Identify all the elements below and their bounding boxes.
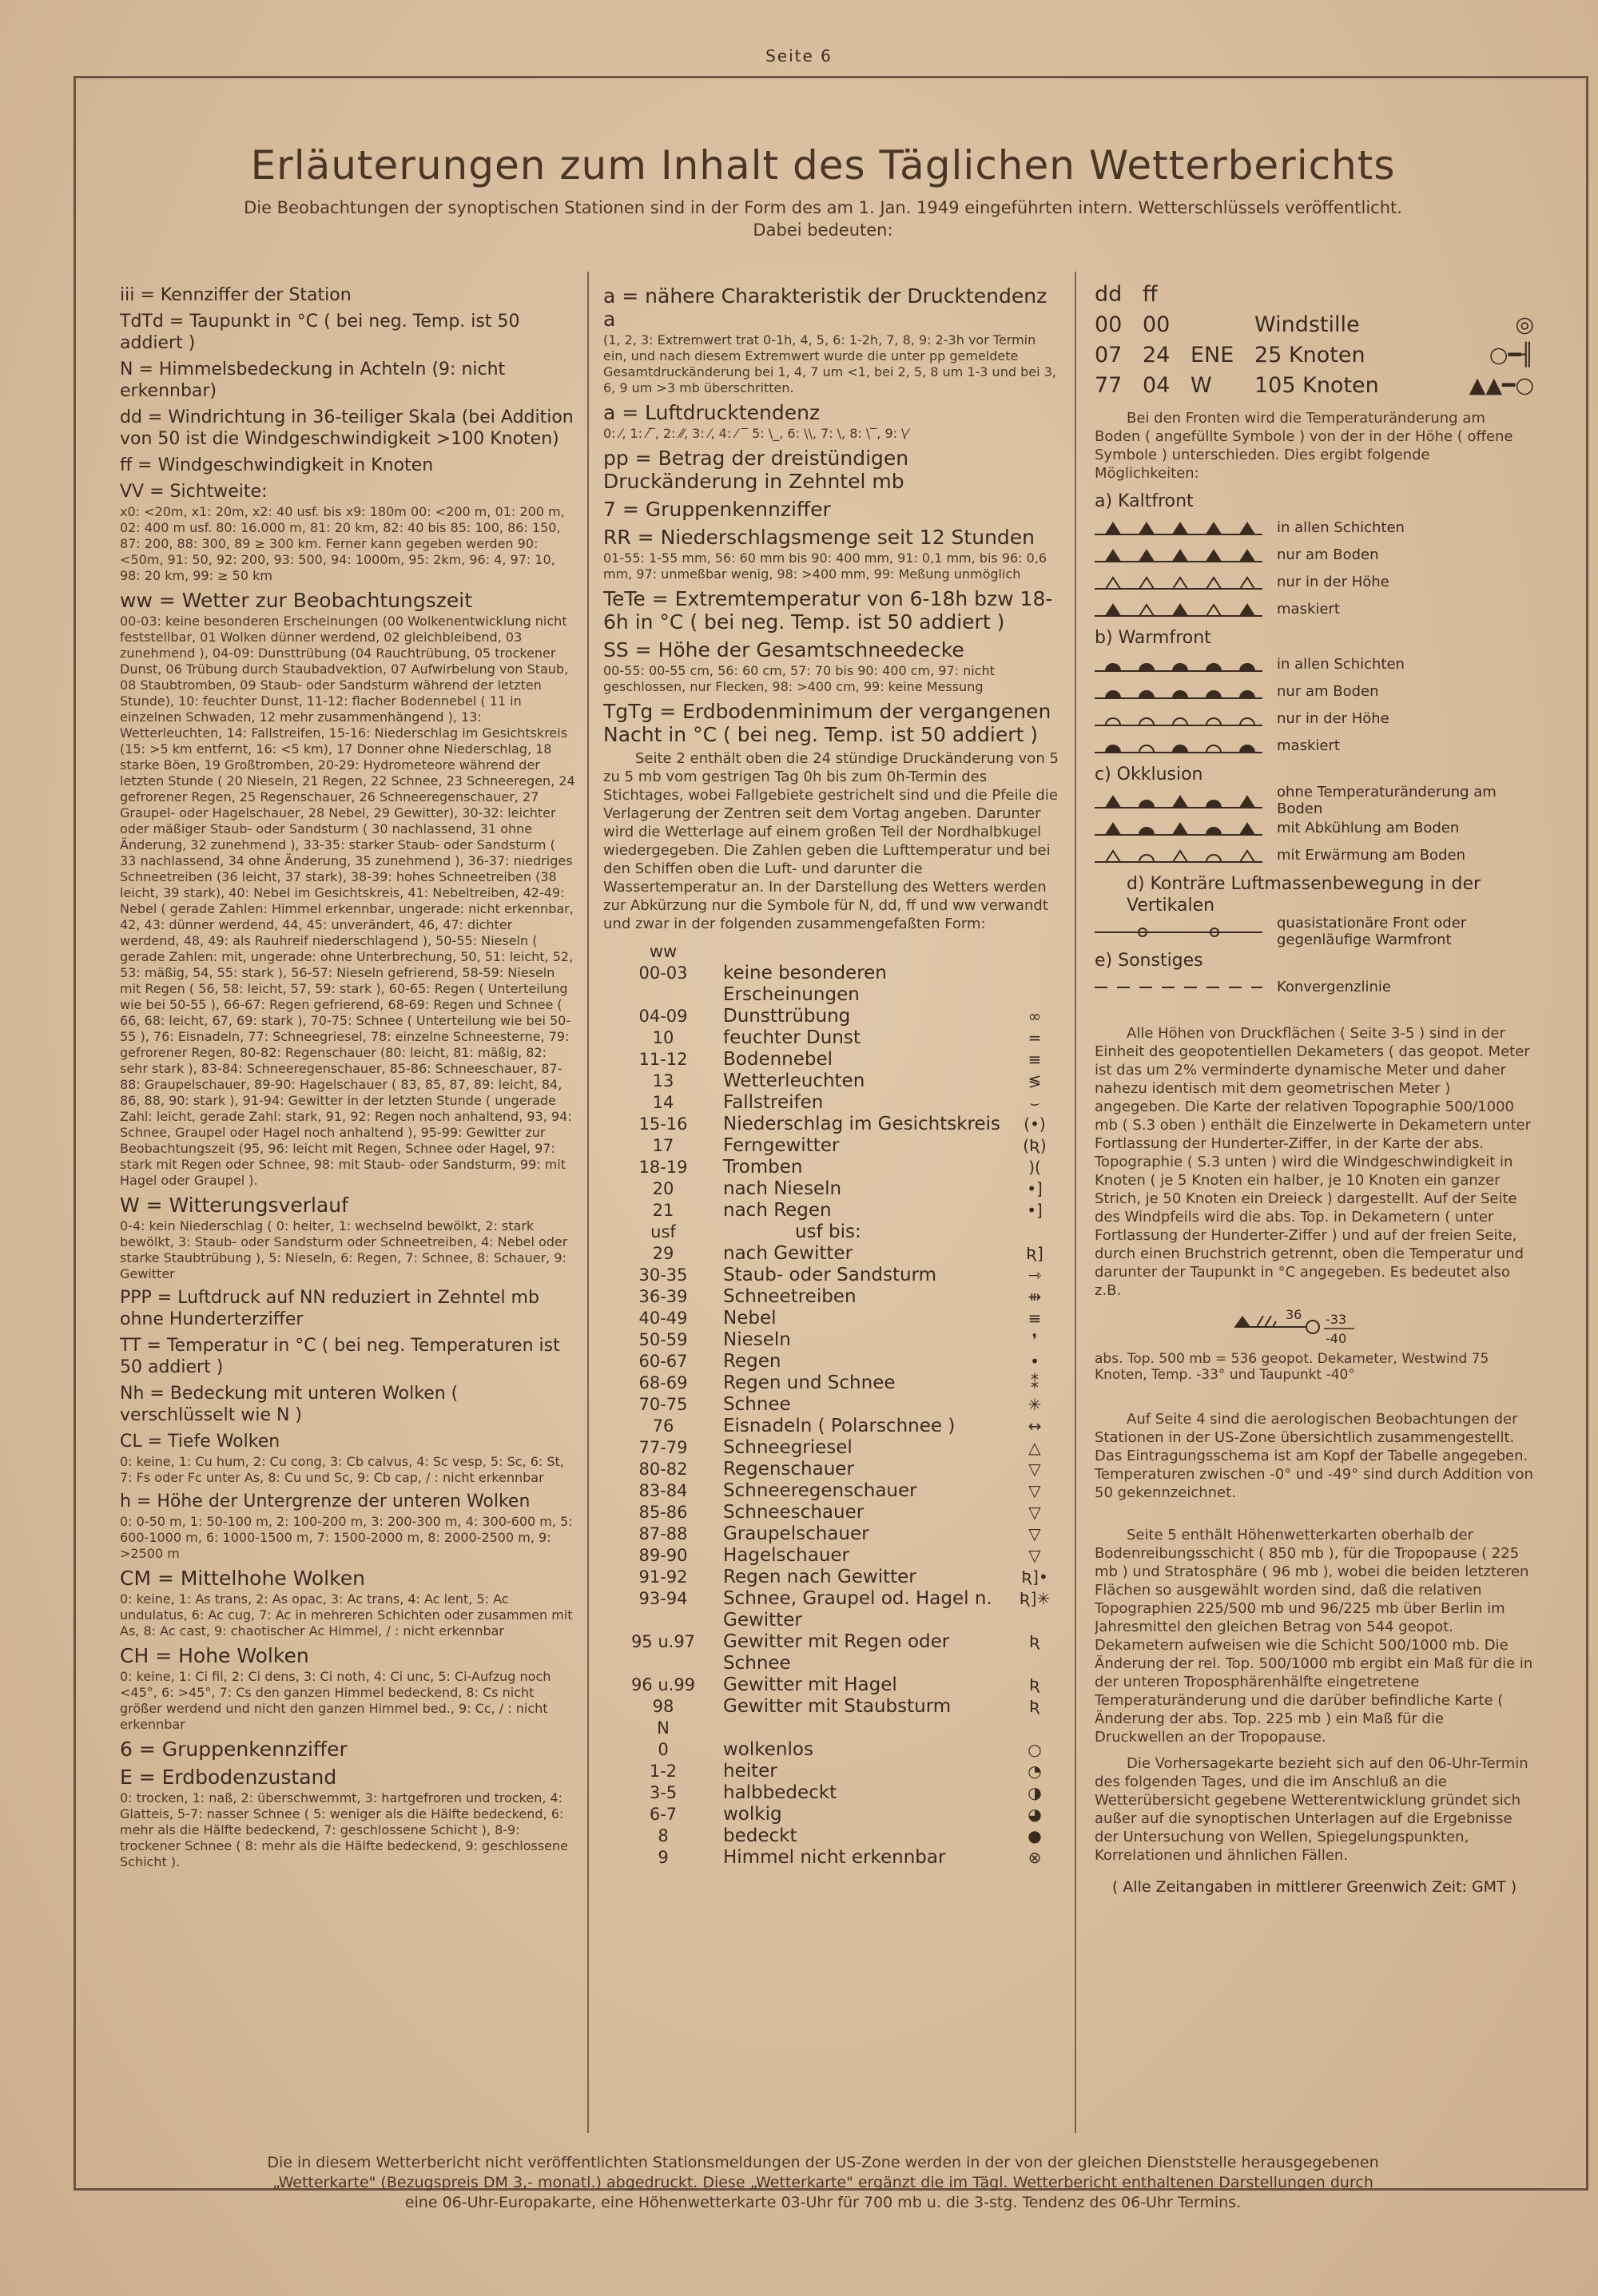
seite2-paragraph: Seite 2 enthält oben die 24 stündige Druckänderung von 5 zu 5 mb vom gestrigen Tag 0h bis zum 0h-Termin des Stichtages, wobei Fallgebiete gestrichelt sind und die Pfeile die Verlagerung der Zentren seit dem Vortag angeben. Darunter wird die Wetterlage auf einem großen Teil der Nordhalbkugel wiedergegeben. Die Zahlen geben die Lufttemperatur und bei den Schiffen oben die Luft- und darunter die Wassertemperatur an. In der Darstellung des Wetters werden zur Abkürzung nur die Symbole für N, dd, ff und ww verwandt und zwar in der folgenden zusammengefaßten Form: <box>603 750 1059 932</box>
front-label: maskiert <box>1277 737 1340 754</box>
warmfront-heading: b) Warmfront <box>1095 628 1211 648</box>
row-label: Ferngewitter <box>723 1135 840 1156</box>
row-code: 77-79 <box>638 1438 688 1457</box>
key-n: N = Himmelsbedeckung in Achteln (9: nicht erkennbar) <box>120 359 506 401</box>
table-row <box>603 1739 1059 1761</box>
key-tete: TeTe = Extremtemperatur von 6-18h bzw 18-6h in °C ( bei neg. Temp. ist 50 addiert ) <box>603 587 1053 634</box>
key-7: 7 = Gruppenkennziffer <box>603 498 831 521</box>
column-divider <box>1075 272 1076 2133</box>
occl-front-icon <box>1095 844 1262 865</box>
key-rr: RR = Niederschlagsmenge seit 12 Stunden <box>603 526 1036 549</box>
weather-symbol-icon: ≶ <box>1028 1071 1042 1090</box>
convergence-line-icon <box>1095 976 1262 997</box>
row-code: 93-94 <box>638 1589 688 1608</box>
table-row <box>603 1372 1059 1394</box>
table-row <box>603 1221 1059 1243</box>
wind-ff: 24 <box>1143 343 1171 367</box>
warmfront-list <box>1095 650 1534 759</box>
row-code: 50-59 <box>638 1330 688 1349</box>
front-row <box>1095 841 1534 868</box>
front-row <box>1095 595 1534 622</box>
subtitle-line: Dabei bedeuten: <box>753 220 893 240</box>
cold-front-icon <box>1095 544 1262 565</box>
ss-description: 00-55: 00-55 cm, 56: 60 cm, 57: 70 bis 90: 400 cm, 97: nicht geschlossen, nur Flecken, 98: >400 cm, 99: keine Messung <box>603 663 995 694</box>
row-label: Dunsttrübung <box>723 1006 851 1027</box>
row-code: 60-67 <box>638 1352 688 1371</box>
front-label: mit Abkühlung am Boden <box>1277 819 1460 836</box>
key-iii: iii = Kennziffer der Station <box>120 285 352 305</box>
wind-dir: ENE <box>1191 343 1234 367</box>
row-code: 18-19 <box>638 1158 688 1177</box>
kaltfront-list <box>1095 514 1534 622</box>
kaltfront-heading: a) Kaltfront <box>1095 491 1194 511</box>
table-row <box>603 1286 1059 1308</box>
table-row <box>603 1502 1059 1523</box>
warm-front-icon <box>1095 735 1262 756</box>
front-label: in allen Schichten <box>1277 518 1405 536</box>
front-label: nur in der Höhe <box>1277 709 1389 727</box>
key-cm: CM = Mittelhohe Wolken <box>120 1567 365 1590</box>
row-label: Regen nach Gewitter <box>723 1567 916 1587</box>
front-row <box>1095 814 1534 841</box>
front-label: in allen Schichten <box>1277 655 1405 673</box>
table-row <box>603 1847 1059 1869</box>
key-pp: pp = Betrag der dreistündigen Druckänderung in Zehntel mb <box>603 447 909 493</box>
row-label: Bodennebel <box>723 1049 833 1070</box>
footer-note: Die in diesem Wetterbericht nicht veröffentlichten Stationsmeldungen der US-Zone werden in der von der gleichen Dienststelle herausgegebenen „Wetterkarte" (Bezugspreis DM 3,- monatl.) abgedruckt. Diese „Wetterkarte" ergänzt die im Tägl. Wetterbericht enthaltenen Darstellungen durch eine 06-Uhr-Europakarte, eine Höhenwetterkarte 03-Uhr für 700 mb u. die 3-stg. Tendenz des 06-Uhr Termins. <box>267 2154 1379 2211</box>
dd-header: dd <box>1095 282 1123 307</box>
table-row <box>603 1437 1059 1459</box>
station-model-example <box>1095 1308 1534 1346</box>
table-row <box>603 1804 1059 1825</box>
column-3 <box>1095 280 1534 2165</box>
row-label: Himmel nicht erkennbar <box>723 1847 946 1868</box>
row-label: nach Nieseln <box>723 1178 842 1199</box>
occl-front-icon <box>1095 790 1262 811</box>
row-label: Schnee, Graupel od. Hagel n. Gewitter <box>723 1588 992 1631</box>
row-label: nach Regen <box>723 1200 832 1221</box>
wind-ff: 00 <box>1143 312 1171 337</box>
row-code: 76 <box>652 1416 674 1436</box>
weather-symbol-icon: • <box>1030 1352 1039 1371</box>
row-label: Fallstreifen <box>723 1092 824 1113</box>
row-code: 9 <box>658 1848 669 1867</box>
wind-dir <box>1191 310 1254 340</box>
weather-symbol-icon: ∞ <box>1028 1007 1042 1026</box>
row-label: wolkenlos <box>723 1739 813 1760</box>
weather-symbol-icon: ❜ <box>1032 1330 1038 1349</box>
row-code: 21 <box>652 1201 674 1220</box>
row-code: 00-03 <box>638 963 688 983</box>
subtitle-line: Die Beobachtungen der synoptischen Stationen sind in der Form des am 1. Jan. 1949 eingeführten intern. Wetterschlüssels veröffentlicht. <box>244 198 1402 217</box>
table-row <box>603 1351 1059 1372</box>
cold-front-icon <box>1095 598 1262 619</box>
table-row <box>603 1049 1059 1071</box>
front-row <box>1095 568 1534 595</box>
row-code: 1-2 <box>649 1762 678 1781</box>
table-row <box>603 1135 1059 1157</box>
front-row <box>1095 677 1534 705</box>
ww-header: ww <box>649 942 678 961</box>
column-divider <box>587 272 589 2133</box>
table-row <box>603 1092 1059 1114</box>
row-code: 36-39 <box>638 1287 688 1306</box>
key-6: 6 = Gruppenkennziffer <box>120 1738 348 1761</box>
row-label: heiter <box>723 1761 777 1782</box>
table-row <box>603 1674 1059 1696</box>
weather-symbol-icon: Ʀ]✳ <box>1019 1589 1051 1608</box>
row-code: 96 u.99 <box>630 1675 696 1694</box>
rr-description: 01-55: 1-55 mm, 56: 60 mm bis 90: 400 mm, 91: 0,1 mm, bis 96: 0,6 mm, 97: unmeßbar wenig, 98: >400 mm, 99: Meßung unmöglich <box>603 550 1047 582</box>
front-row <box>1095 973 1534 1000</box>
row-code: 98 <box>652 1697 674 1716</box>
wind-dd: 77 <box>1095 373 1123 398</box>
kontraer-heading: d) Konträre Luftmassenbewegung in der Vertikalen <box>1127 874 1481 916</box>
key-tdtd: TdTd = Taupunkt in °C ( bei neg. Temp. ist 50 addiert ) <box>120 312 520 353</box>
row-code: 13 <box>652 1071 674 1090</box>
weather-symbol-icon: ▽ <box>1028 1546 1041 1565</box>
row-label: Schneeregenschauer <box>723 1480 917 1501</box>
front-row <box>1095 705 1534 732</box>
row-label: Gewitter mit Regen oder Schnee <box>723 1631 950 1674</box>
konvergenz-label: Konvergenzlinie <box>1277 978 1391 995</box>
key-ww: ww = Wetter zur Beobachtungszeit <box>120 589 473 612</box>
wind-ff: 04 <box>1143 373 1171 398</box>
row-code: 17 <box>652 1136 674 1155</box>
row-code: 10 <box>652 1028 674 1047</box>
seite5-paragraph: Seite 5 enthält Höhenwetterkarten oberhalb der Bodenreibungsschicht ( 850 mb ), für die Tropopause ( 225 mb ) und Stratosphäre ( 96 mb ), wobei die beiden letzteren Flächen so ausgewählt worden sind, daß die relativen Topographien 225/500 mb und 96/225 mb über Berlin im Jahresmittel den gleichen Betrag von 544 geopot. Dekametern aufweisen wie die Schicht 500/1000 mb. Die Änderung der rel. Top. 500/1000 mb ergibt ein Maß für die in der unteren Troposphärenhälfte eingetretene Temperaturänderung und die darüber befindliche Karte ( Änderung der abs. Top. 225 mb ) ein Maß für die Druckwellen an der Tropopause. <box>1095 1527 1533 1746</box>
seite4-paragraph: Auf Seite 4 sind die aerologischen Beobachtungen der Stationen in der US-Zone übersichtlich zusammengestellt. Das Eintragungsschema ist am Kopf der Tabelle angegeben. Temperaturen zwischen -0° und -49° sind durch Addition von 50 gekennzeichnet. <box>1095 1411 1533 1501</box>
weather-symbol-icon: •] <box>1027 1201 1043 1220</box>
weather-symbol-icon: )( <box>1028 1158 1041 1177</box>
ff-header: ff <box>1143 282 1158 307</box>
h-description: 0: 0-50 m, 1: 50-100 m, 2: 100-200 m, 3: 200-300 m, 4: 300-600 m, 5: 600-1000 m, 6: 1000-1500 m, 7: 1500-2000 m, 8: 2000-2500 m, 9: >2500 m <box>120 1514 573 1561</box>
row-label: Eisnadeln ( Polarschnee ) <box>723 1416 956 1436</box>
row-label: halbbedeckt <box>723 1782 837 1803</box>
table-row <box>603 1006 1059 1027</box>
table-row <box>603 1782 1059 1804</box>
front-label: maskiert <box>1277 600 1340 618</box>
wind-dd: 00 <box>1095 312 1123 337</box>
wind-dir: W <box>1191 373 1212 398</box>
a-tendency-description: 0: ⁄, 1: ⁄‾, 2: ⁄⁄, 3: ⁄, 4: ⁄ ‾ 5: \_, 6: \\, 7: \, 8: \‾, 9: \⁄ <box>603 426 908 441</box>
weather-symbol-icon: ⇻ <box>1028 1287 1042 1306</box>
row-label: Regenschauer <box>723 1459 854 1480</box>
example-top-value: 36 <box>1286 1308 1302 1322</box>
key-ff: ff = Windgeschwindigkeit in Knoten <box>120 455 434 475</box>
front-row <box>1095 784 1534 817</box>
row-code: 70-75 <box>638 1395 688 1414</box>
row-code: 95 u.97 <box>630 1632 696 1651</box>
weather-symbol-icon: = <box>1028 1028 1042 1047</box>
wind-label: Windstille <box>1254 312 1360 337</box>
sonstiges-heading: e) Sonstiges <box>1095 951 1203 971</box>
row-label: Schneegriesel <box>723 1437 853 1458</box>
table-row <box>603 1329 1059 1351</box>
front-label: ohne Temperaturänderung am Boden <box>1277 784 1497 817</box>
row-code: 20 <box>652 1179 674 1198</box>
station-model-icon <box>1218 1308 1410 1346</box>
ch-description: 0: keine, 1: Ci fil, 2: Ci dens, 3: Ci noth, 4: Ci unc, 5: Ci-Aufzug noch <45°, 6: >45°, 7: Cs den ganzen Himmel bedeckend, 8: Cs nicht größer werdend und nicht den ganzen Himmel bed., 9: Cc, / : nicht erkennbar <box>120 1669 551 1732</box>
okklusion-heading: c) Okklusion <box>1095 765 1203 785</box>
wind-label: 25 Knoten <box>1254 343 1365 367</box>
row-code: 11-12 <box>638 1050 688 1069</box>
table-row <box>603 1480 1059 1502</box>
ww-symbol-table <box>603 941 1059 1869</box>
row-label: bedeckt <box>723 1825 797 1846</box>
table-row <box>603 1394 1059 1416</box>
table-row <box>603 1761 1059 1782</box>
key-tgtg: TgTg = Erdbodenminimum der vergangenen Nacht in °C ( bei neg. Temp. ist 50 addiert ) <box>603 700 1051 746</box>
table-row <box>603 941 1059 963</box>
row-code: 40-49 <box>638 1309 688 1328</box>
warm-front-icon <box>1095 681 1262 701</box>
weather-symbol-icon: ✳ <box>1028 1395 1042 1414</box>
vv-description: x0: <20m, x1: 20m, x2: 40 usf. bis x9: 180m 00: <200 m, 01: 200 m, 02: 400 m usf. 80: 16.000 m, 81: 20 km, 82: 40 bis 85: 100, 86: 150, 87: 200, 88: 300, 89 ≥ 300 km. Ferner kann gegeben werden 90: <50m, 91: 50, 92: 200, 93: 500, 94: 1000m, 95: 2km, 96: 4, 97: 10, 98: 20 km, 99: ≥ 50 km <box>120 504 565 583</box>
key-cl: CL = Tiefe Wolken <box>120 1432 280 1452</box>
front-label: nur am Boden <box>1277 546 1379 563</box>
row-label: Staub- oder Sandsturm <box>723 1265 936 1285</box>
wind-example-table <box>1095 280 1534 401</box>
table-row <box>603 1825 1059 1847</box>
key-dd: dd = Windrichtung in 36-teiliger Skala (bei Addition von 50 ist die Windgeschwindigkeit >100 Knoten) <box>120 407 574 449</box>
occl-front-icon <box>1095 817 1262 838</box>
table-row <box>603 1567 1059 1588</box>
e-description: 0: trocken, 1: naß, 2: überschwemmt, 3: hartgefroren und trocken, 4: Glatteis, 5-7: nasser Schnee ( 5: weniger als die Hälfte bedeckend, 6: mehr als die Hälfte bedeckend, 7: geschlossene Schicht ), 8-9: trockener Schnee ( 8: mehr als die Hälfte bedeckend, 9: geschlossene Schicht ). <box>120 1790 569 1869</box>
weather-symbol-icon: ▽ <box>1028 1481 1041 1500</box>
row-label: Schnee <box>723 1394 791 1415</box>
key-h: h = Höhe der Untergrenze der unteren Wolken <box>120 1492 531 1511</box>
weather-symbol-icon: Ʀ]• <box>1021 1567 1048 1587</box>
fronten-paragraph: Bei den Fronten wird die Temperaturänderung am Boden ( angefüllte Symbole ) von der in der Höhe ( offene Symbole ) unterschieden. Dies ergibt folgende Möglichkeiten: <box>1095 410 1513 482</box>
key-ch: CH = Hohe Wolken <box>120 1644 309 1667</box>
front-row <box>1095 915 1534 948</box>
row-label: Graupelschauer <box>723 1523 869 1544</box>
row-code: 15-16 <box>638 1114 688 1134</box>
quasistationary-front-icon <box>1095 921 1262 942</box>
weather-symbol-icon: ▽ <box>1028 1503 1041 1522</box>
cm-description: 0: keine, 1: As trans, 2: As opac, 3: Ac trans, 4: Ac lent, 5: Ac undulatus, 6: Ac cug, 7: Ac in mehreren Schichten oder zusammen mit As, 8: Ac cast, 9: chaotischer Ac Himmel, / : nicht erkennbar <box>120 1591 573 1639</box>
table-row <box>603 1631 1059 1674</box>
row-code: 87-88 <box>638 1524 688 1543</box>
weather-symbol-icon <box>1011 963 1059 1006</box>
cold-front-icon <box>1095 517 1262 538</box>
table-row <box>603 1416 1059 1437</box>
key-e: E = Erdbodenzustand <box>120 1766 337 1789</box>
table-row <box>603 1718 1059 1739</box>
warm-front-icon <box>1095 708 1262 729</box>
a-char-description: (1, 2, 3: Extremwert trat 0-1h, 4, 5, 6: 1-2h, 7, 8, 9: 2-3h vor Termin ein, und nach diesem Extremwert wurde die unter pp gemeldete Gesamtdruckänderung bei 1, 4, 7 um <1, bei 2, 5, 8 um 1-3 und bei 3, 6, 9 um >3 mb überschritten. <box>603 332 1056 395</box>
table-row <box>603 1027 1059 1049</box>
example-caption: abs. Top. 500 mb = 536 geopot. Dekameter, Westwind 75 Knoten, Temp. -33° und Taupunkt -40° <box>1095 1351 1489 1383</box>
example-dewpoint: -40 <box>1326 1331 1347 1346</box>
weather-symbol-icon: ⁑ <box>1031 1373 1039 1392</box>
key-a-tendency: a = Luftdrucktendenz <box>603 401 821 424</box>
example-temp: -33 <box>1326 1312 1347 1327</box>
table-row <box>603 1459 1059 1480</box>
okklusion-list <box>1095 784 1534 868</box>
w-description: 0-4: kein Niederschlag ( 0: heiter, 1: wechselnd bewölkt, 2: stark bewölkt, 3: Staub- oder Sandsturm oder Schneetreiben, 4: Nebel oder starke Staubtrübung ), 5: Nieseln, 6: Regen, 7: Schnee, 8: Schauer, 9: Gewitter <box>120 1218 568 1281</box>
row-code: 0 <box>658 1740 669 1759</box>
usf-left: usf <box>650 1222 676 1241</box>
n-header: N <box>657 1718 670 1738</box>
row-code: 83-84 <box>638 1481 688 1500</box>
usf-mid: usf bis: <box>795 1221 861 1242</box>
front-label: mit Erwärmung am Boden <box>1277 846 1465 864</box>
time-note: ( Alle Zeitangaben in mittlerer Greenwich Zeit: GMT ) <box>1111 1878 1517 1896</box>
row-label: Gewitter mit Hagel <box>723 1674 897 1695</box>
table-row <box>603 1588 1059 1631</box>
weather-symbol-icon: Ʀ <box>1029 1632 1040 1651</box>
key-vv: VV = Sichtweite: <box>120 482 268 502</box>
vorhersage-paragraph: Die Vorhersagekarte bezieht sich auf den 06-Uhr-Termin des folgenden Tages, und die im Anschluß an die Wetterübersicht gegebene Wetterentwicklung gründet sich außer auf die synoptischen Unterlagen auf die Ergebnisse der Untersuchung von Wellen, Spiegelungspunkten, Korrelationen und ähnlichen Fällen. <box>1095 1755 1528 1864</box>
row-code: 89-90 <box>638 1546 688 1565</box>
row-code: 30-35 <box>638 1265 688 1285</box>
weather-symbol-icon: ● <box>1028 1826 1042 1845</box>
weather-symbol-icon: Ʀ <box>1029 1675 1040 1694</box>
weather-symbol-icon: ○ <box>1028 1740 1042 1759</box>
weather-symbol-icon: ⌣ <box>1029 1093 1040 1112</box>
wind-label: 105 Knoten <box>1254 373 1379 398</box>
row-label: feuchter Dunst <box>723 1027 861 1048</box>
row-label: Regen <box>723 1351 781 1372</box>
row-code: 91-92 <box>638 1567 688 1587</box>
row-code: 3-5 <box>649 1783 678 1802</box>
row-label: keine besonderen Erscheinungen <box>723 963 887 1005</box>
table-row <box>603 1523 1059 1545</box>
front-row <box>1095 732 1534 759</box>
cl-description: 0: keine, 1: Cu hum, 2: Cu cong, 3: Cb calvus, 4: Sc vesp, 5: Sc, 6: St, 7: Fs oder Fc unter As, 8: Cu und Sc, 9: Cb cap, / : nicht erkennbar <box>120 1454 564 1485</box>
row-label: wolkig <box>723 1804 782 1825</box>
row-label: Nieseln <box>723 1329 791 1350</box>
table-row <box>603 1157 1059 1178</box>
row-code: 14 <box>652 1093 674 1112</box>
weather-symbol-icon: ⇾ <box>1028 1265 1042 1285</box>
row-label: Tromben <box>723 1157 803 1178</box>
weather-symbol-icon: ↔ <box>1028 1416 1042 1436</box>
row-code: 29 <box>652 1244 674 1263</box>
table-row <box>603 1696 1059 1718</box>
weather-symbol-icon: △ <box>1028 1438 1041 1457</box>
page-title: Erläuterungen zum Inhalt des Täglichen Wetterberichts <box>250 142 1396 189</box>
table-row <box>603 1178 1059 1200</box>
row-label: Niederschlag im Gesichtskreis <box>723 1114 1001 1134</box>
weather-symbol-icon: Ʀ <box>1029 1697 1040 1716</box>
row-code: 6-7 <box>649 1805 678 1824</box>
table-row <box>603 1114 1059 1135</box>
table-row <box>603 1200 1059 1221</box>
row-label: Regen und Schnee <box>723 1372 896 1393</box>
subtitle <box>112 197 1534 241</box>
key-w: W = Witterungsverlauf <box>120 1194 348 1217</box>
row-label: Gewitter mit Staubsturm <box>723 1696 952 1717</box>
row-label: Wetterleuchten <box>723 1071 865 1091</box>
weather-symbol-icon: ▽ <box>1028 1460 1041 1479</box>
table-row <box>603 1243 1059 1265</box>
table-row <box>603 1071 1059 1092</box>
hoehen-paragraph: Alle Höhen von Druckflächen ( Seite 3-5 ) sind in der Einheit des geopotentiellen Dekameters ( das geopot. Meter ist das um 2% verminderte dynamische Meter und daher nahezu identisch mit dem geometrischen Meter ) angegeben. Die Karte der relativen Topographie 500/1000 mb ( S.3 oben ) enthält die Einzelwerte in Dekametern unter Fortlassung der Hunderter-Ziffer, in der Karte der abs. Topographie ( S.3 unten ) wird die Windgeschwindigkeit in Knoten ( je 5 Knoten ein halber, je 10 Knoten ein ganzer Strich, je 50 Knoten ein Dreieck ) dargestellt. Auf der Seite des Windpfeils wird die abs. Top. in Dekametern ( unter Fortlassung der Hunderter-Ziffer ) und auf der freien Seite, durch einen Bruchstrich getrennt, oben die Temperatur und darunter der Taupunkt in °C angegeben. Es bedeutet also z.B. <box>1095 1025 1531 1299</box>
row-code: 85-86 <box>638 1503 688 1522</box>
front-row <box>1095 650 1534 677</box>
weather-symbol-icon: ≡ <box>1028 1309 1042 1328</box>
quasi-label: quasistationäre Front oder gegenläufige Warmfront <box>1277 915 1467 948</box>
row-label: Nebel <box>723 1308 777 1329</box>
weather-symbol-icon: ⊗ <box>1028 1848 1042 1867</box>
row-label: Schneetreiben <box>723 1286 857 1307</box>
weather-symbol-icon: Ʀ] <box>1026 1244 1043 1263</box>
table-row <box>603 1308 1059 1329</box>
warm-front-icon <box>1095 653 1262 674</box>
row-label: Hagelschauer <box>723 1545 850 1566</box>
key-a-char: a = nähere Charakteristik der Drucktendenz a <box>603 284 1047 331</box>
column-2 <box>603 280 1059 2165</box>
key-tt: TT = Temperatur in °C ( bei neg. Temperaturen ist 50 addiert ) <box>120 1336 560 1377</box>
front-label: nur in der Höhe <box>1277 573 1389 590</box>
weather-symbol-icon: ◑ <box>1028 1783 1042 1802</box>
weather-symbol-icon: ▽ <box>1028 1524 1041 1543</box>
table-row <box>603 1265 1059 1286</box>
wind-symbol-icon: ◎ <box>1515 312 1534 337</box>
row-code: 68-69 <box>638 1373 688 1392</box>
wind-symbol-icon: ○━╢ <box>1489 343 1534 367</box>
weather-symbol-icon: (•) <box>1024 1114 1046 1134</box>
table-row <box>603 963 1059 1006</box>
weather-symbol-icon: ≡ <box>1028 1050 1042 1069</box>
row-code: 8 <box>658 1826 669 1845</box>
key-ss: SS = Höhe der Gesamtschneedecke <box>603 638 964 661</box>
page-number: Seite 6 <box>765 46 833 66</box>
key-ppp: PPP = Luftdruck auf NN reduziert in Zehntel mb ohne Hunderterziffer <box>120 1288 539 1329</box>
cold-front-icon <box>1095 571 1262 592</box>
table-row <box>603 1545 1059 1567</box>
weather-symbol-icon: •] <box>1027 1179 1043 1198</box>
weather-symbol-icon: ◕ <box>1028 1805 1042 1824</box>
row-code: 80-82 <box>638 1460 688 1479</box>
key-nh: Nh = Bedeckung mit unteren Wolken ( verschlüsselt wie N ) <box>120 1384 459 1425</box>
row-label: Schneeschauer <box>723 1502 865 1523</box>
front-row <box>1095 514 1534 541</box>
wind-dd: 07 <box>1095 343 1123 367</box>
ww-description: 00-03: keine besonderen Erscheinungen (00 Wolkenentwicklung nicht feststellbar, 01 Wolken dünner werdend, 02 gleichbleibend, 03 zunehmend ), 04-09: Dunsttrübung (04 Rauchtrübung, 05 trockener Dunst, 06 Trübung durch Staubadvektion, 07 Aufwirbelung von Staub, 08 Staubtromben, 09 Staub- oder Sandsturm während der letzten Stunde), 10: feuchter Dunst, 11-12: flacher Bodennebel ( 11 in einzelnen Schwaden, 12 mehr zusammenhängend ), 13: Wetterleuchten, 14: Fallstreifen, 15-16: Niederschlag im Gesichtskreis (15: >5 km entfernt, 16: <5 km), 17 Donner ohne Niederschlag, 18 starke Böen, 19 Großtromben, 20-29: Hydrometeore während der letzten Stunde ( 20 Nieseln, 21 Regen, 22 Schnee, 23 Schneeregen, 24 gefrorener Regen, 25 Regenschauer, 26 Schneeregenschauer, 27 Graupel- oder Hagelschauer, 28 Nebel, 29 Gewitter), 30-32: leichter oder mäßiger Staub- oder Sandsturm ( 30 nachlassend, 31 ohne Änderung, 32 zunehmend ), 33-35: starker Staub- oder Sandsturm ( 33 nachlassend, 34 ohne Änderung, 35 zunehmend ), 36-37: niedriges Schneetreiben (36 leicht, 37 stark), 38-39: hohes Schneetreiben (38 leicht, 39 stark), 40: Nebel im Gesichtskreis, 41: Nebeltreiben, 42-49: Nebel ( gerade Zahlen: Himmel erkennbar, ungerade: nicht erkennbar, 42, 43: dünner werdend, 44, 45: unverändert, 46, 47: dichter werdend, 48, 49: als Rauhreif niederschlagend ), 50-55: Nieseln ( gerade Zahlen: mit, ungerade: ohne Unterbrechung, 50, 51: leicht, 52, 53: mäßig, 54, 55: stark ), 56-57: Nieseln gefrierend, 58-59: Nieseln mit Regen ( 56, 58: leicht, 57, 59: stark ), 60-65: Regen ( Unterteilung wie bei 50-55 ), 66-67: Regen gefrierend, 68-69: Regen und Schnee ( 66, 68: leicht, 67, 69: stark ), 70-75: Schnee ( Unterteilung wie bei 50-55 ), 76: Eisnadeln, 77: Schneegriesel, 78: einzelne Schneesterne, 79: gefrorener Regen, 80-82: Regenschauer (80: leicht, 81: mäßig, 82: sehr stark ), 83-84: Schneeregenschauer, 85-86: Schneeschauer, 87-88: Graupelschauer, 89-90: Hagelschauer ( 83, 85, 87, 89: leicht, 84, 86, 88, 90: stark ), 91-94: Gewitter in der letzten Stunde ( ungerade Zahl: leicht, gerade Zahl: stark, 91, 92: Regen noch anhaltend, 93, 94: Schnee, Graupel oder Hagel noch anhaltend ), 95-99: Gewitter zur Beobachtungszeit (95, 96: leicht mit Regen, Schnee oder Hagel, 97: stark mit Regen oder Schnee, 98: mit Staub- oder Sandsturm, 99: mit Hagel oder Graupel ). <box>120 614 575 1188</box>
weather-symbol-icon: (Ʀ) <box>1023 1136 1047 1155</box>
column-1 <box>120 280 575 2165</box>
front-row <box>1095 541 1534 568</box>
front-label: nur am Boden <box>1277 682 1379 700</box>
weather-symbol-icon: ◔ <box>1028 1762 1042 1781</box>
row-label: nach Gewitter <box>723 1243 853 1264</box>
row-code: 04-09 <box>638 1007 688 1026</box>
wind-symbol-icon: ▲▲━○ <box>1469 373 1534 398</box>
